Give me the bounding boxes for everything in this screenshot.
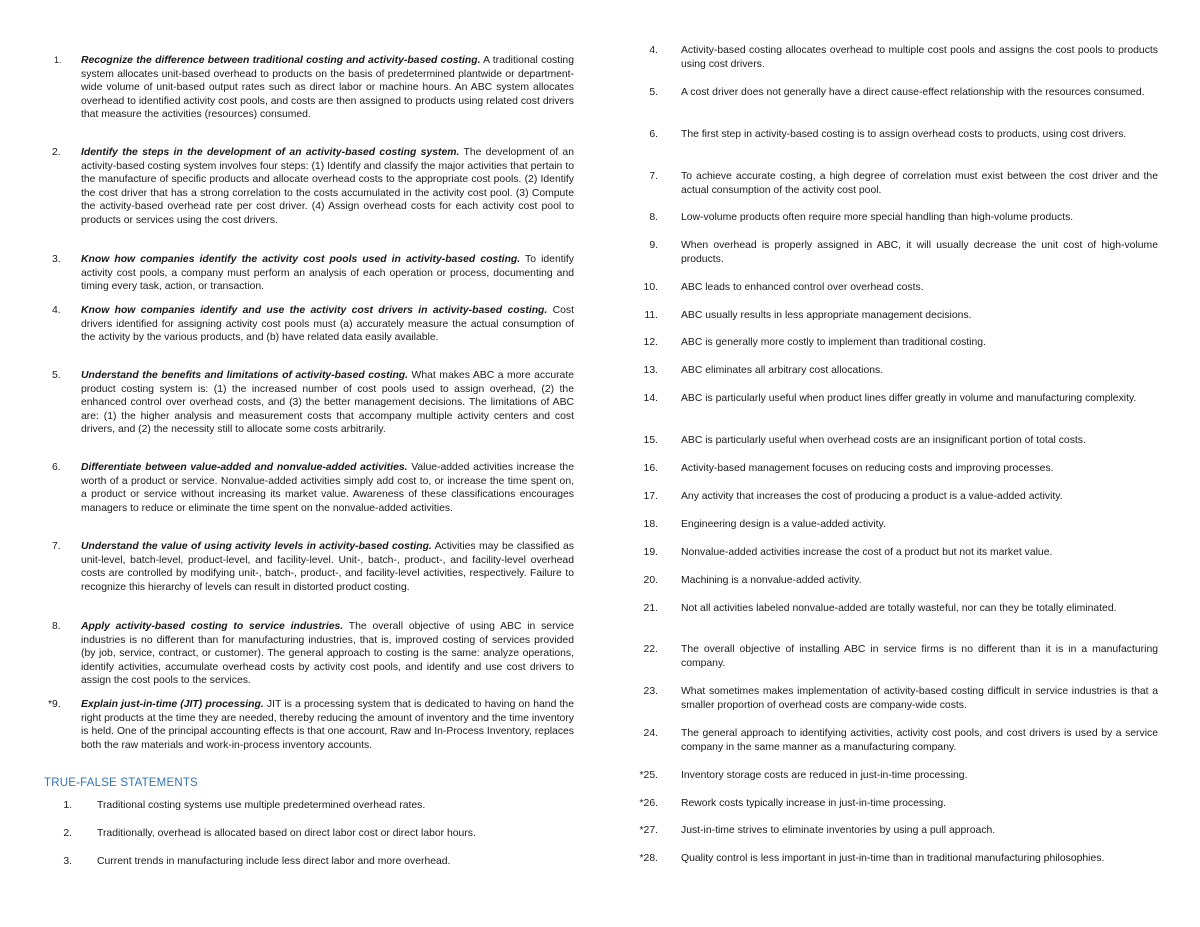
tf-item [628, 239, 1158, 266]
objective-body: Activities may be classified as unit-level, batch-level, product-level, and facility-level. Unit-, batch-, product-, and facility-level overhead costs are controlled by modifying unit-, batch-, product-, and facility-level activities, respectively. Failure to recognize this hierarchy of levels can result in distorted product costing. [81, 541, 574, 593]
item-text [81, 253, 574, 294]
item-number: 5. [649, 87, 658, 98]
tf-item [628, 392, 1158, 406]
item-number: 10. [643, 282, 658, 293]
item-text: ABC is particularly useful when overhead costs are an insignificant portion of total costs. [681, 435, 1086, 446]
item-text: Current trends in manufacturing include less direct labor and more overhead. [97, 856, 451, 867]
tf-item [628, 434, 1158, 448]
item-number: 3. [63, 856, 72, 867]
item-text: Traditional costing systems use multiple predetermined overhead rates. [97, 800, 426, 811]
objective-item [44, 369, 574, 437]
item-text: Just-in-time strives to eliminate inventories by using a pull approach. [681, 825, 996, 836]
tf-item [628, 170, 1158, 197]
item-text: Low-volume products often require more special handling than high-volume products. [681, 212, 1074, 223]
objective-item [44, 461, 574, 515]
item-text [81, 620, 574, 688]
item-text: Not all activities labeled nonvalue-added are totally wasteful, nor can they be totally eliminated. [681, 603, 1117, 614]
tf-item [44, 827, 574, 841]
item-number: 7. [649, 171, 658, 182]
objective-item [44, 146, 574, 228]
item-text: ABC is generally more costly to implement than traditional costing. [681, 337, 986, 348]
item-number: 24. [643, 728, 658, 739]
item-number: *26. [639, 798, 658, 809]
tf-item [628, 336, 1158, 350]
item-number: *28. [639, 853, 658, 864]
objective-item [44, 540, 574, 594]
item-text: The general approach to identifying activities, activity cost pools, and cost drivers is used by a service company in the same manner as a manufacturing company. [681, 728, 1158, 753]
item-number: 21. [643, 603, 658, 614]
item-number: *25. [639, 770, 658, 781]
item-text: Rework costs typically increase in just-in-time processing. [681, 798, 947, 809]
objective-body: What makes ABC a more accurate product costing system is: (1) the increased number of cost pools used to assign overhead, (2) the enhanced control over overhead costs, and (3) the better management decisions. The limitations of ABC are: (1) the higher analysis and measurement costs that accompany multiple activity centers and cost drivers, and (2) the necessity still to allocate some costs arbitrarily. [81, 370, 575, 436]
tf-item [628, 852, 1158, 866]
item-text: Quality control is less important in just-in-time than in traditional manufacturing philosophies. [681, 853, 1105, 864]
tf-item [628, 211, 1158, 225]
tf-item [628, 490, 1158, 504]
tf-item [628, 546, 1158, 560]
item-number: 5. [52, 370, 61, 381]
item-text: Nonvalue-added activities increase the cost of a product but not its market value. [681, 547, 1053, 558]
objective-body: To identify activity cost pools, a company must perform an analysis of each operation or process, documenting and timing every task, action, or transaction. [81, 254, 575, 293]
true-false-heading: TRUE-FALSE STATEMENTS [44, 777, 198, 789]
tf-item [628, 44, 1158, 71]
item-text: Engineering design is a value-added activity. [681, 519, 886, 530]
item-number: 11. [644, 310, 658, 321]
item-text [81, 461, 574, 515]
item-number: *9. [48, 699, 61, 710]
item-text: ABC is particularly useful when product lines differ greatly in volume and manufacturing complexity. [681, 393, 1137, 404]
item-number: 17. [643, 491, 658, 502]
item-text: Traditionally, overhead is allocated based on direct labor cost or direct labor hours. [97, 828, 476, 839]
item-number: 9. [649, 240, 658, 251]
item-text [81, 146, 574, 228]
tf-item [628, 128, 1158, 142]
item-number: 1. [54, 55, 62, 65]
objective-title: Explain just-in-time (JIT) processing. [81, 699, 264, 710]
item-text: Activity-based costing allocates overhead to multiple cost pools and assigns the cost pools to products using cost drivers. [681, 45, 1158, 70]
item-number: 8. [649, 212, 658, 223]
item-number: 15. [643, 435, 658, 446]
item-text [81, 698, 574, 752]
item-text: Inventory storage costs are reduced in just-in-time processing. [681, 770, 968, 781]
item-number: 23. [643, 686, 658, 697]
item-number: 6. [649, 129, 658, 140]
tf-item [628, 769, 1158, 783]
objective-item [44, 253, 574, 294]
item-text: A cost driver does not generally have a direct cause-effect relationship with the resources consumed. [681, 87, 1145, 98]
item-number: 19. [643, 547, 658, 558]
objective-item [44, 304, 574, 345]
tf-item [628, 309, 1158, 323]
tf-item [628, 574, 1158, 588]
item-number: 18. [643, 519, 658, 530]
objective-title: Know how companies identify the activity cost pools used in activity-based costing. [81, 254, 521, 265]
item-number: 12. [643, 337, 658, 348]
objective-item [44, 698, 574, 752]
tf-item [628, 518, 1158, 532]
item-text: When overhead is properly assigned in ABC, it will usually decrease the unit cost of high-volume products. [681, 240, 1158, 265]
objective-title: Apply activity-based costing to service industries. [81, 621, 344, 632]
tf-item [628, 462, 1158, 476]
tf-item [628, 727, 1158, 754]
item-number: 4. [52, 305, 61, 316]
tf-item [44, 855, 574, 869]
item-number: 2. [52, 147, 61, 158]
objective-body: The overall objective of using ABC in service industries is no different than for manufacturing industries, that is, improved costing of services provided (by job, service, contract, or customer). The general approach to costing is the same: analyze operations, identify activities, accumulate overhead costs by activity cost pools, and identify and use cost drivers to assign the cost pools to the services. [81, 621, 575, 687]
item-number: 22. [643, 644, 658, 655]
item-number: 8. [52, 621, 61, 632]
objective-body: The development of an activity-based costing system involves four steps: (1) Identify and classify the major activities that pertain to the manufacture of specific products and allocate overhead costs to the appropriate cost pools. (2) Identify the cost driver that has a strong correlation to the costs accumulated in the activity cost pool. (3) Compute the activity-based overhead rate per cost driver. (4) Assign overhead costs for each activity cost pool to products or services using the cost drivers. [81, 147, 574, 226]
objective-title: Recognize the difference between traditional costing and activity-based costing. [81, 55, 481, 66]
item-text: The first step in activity-based costing is to assign overhead costs to products, using cost drivers. [681, 129, 1127, 140]
tf-item [628, 643, 1158, 670]
item-number: 20. [643, 575, 658, 586]
objective-item [44, 54, 574, 122]
item-number: 13. [643, 365, 658, 376]
item-text [81, 540, 574, 594]
tf-item [44, 799, 574, 813]
item-text: Machining is a nonvalue-added activity. [681, 575, 862, 586]
item-text: Activity-based management focuses on reducing costs and improving processes. [681, 463, 1054, 474]
objective-body: Cost drivers identified for assigning activity cost pools must (a) accurately measure the actual consumption of the activity by the various products, and (b) have related data easily available. [81, 305, 574, 344]
objective-title: Understand the value of using activity levels in activity-based costing. [81, 541, 432, 552]
item-number: 7. [52, 541, 61, 552]
item-text: Any activity that increases the cost of producing a product is a value-added activity. [681, 491, 1063, 502]
objective-title: Differentiate between value-added and nonvalue-added activities. [81, 462, 408, 473]
item-text [81, 54, 574, 122]
item-number: 6. [52, 462, 61, 473]
item-number: 3. [52, 254, 61, 265]
tf-item [628, 685, 1158, 712]
objective-title: Understand the benefits and limitations of activity-based costing. [81, 370, 409, 381]
item-text: ABC eliminates all arbitrary cost allocations. [681, 365, 884, 376]
item-text: ABC usually results in less appropriate management decisions. [681, 310, 972, 321]
tf-item [628, 86, 1158, 100]
objective-item [44, 620, 574, 688]
item-number: 14. [643, 393, 658, 404]
item-text: The overall objective of installing ABC in service firms is no different than it is in a manufacturing company. [681, 644, 1158, 669]
item-number: 4. [649, 45, 658, 56]
item-number: *27. [639, 825, 658, 836]
item-text: To achieve accurate costing, a high degree of correlation must exist between the cost driver and the actual consumption of the activity cost pool. [681, 171, 1158, 196]
item-number: 2. [63, 828, 72, 839]
objective-body: Value-added activities increase the worth of a product or service. Nonvalue-added activities simply add cost to, or increase the time spent on, a product or service without increasing its market value. Awareness of these classifications encourages managers to reduce or eliminate the time spent on the nonvalue-added activities. [81, 462, 574, 514]
item-number: 16. [643, 463, 658, 474]
item-text: What sometimes makes implementation of activity-based costing difficult in service industries is that a smaller proportion of overhead costs are company-wide costs. [681, 686, 1158, 711]
objective-body: JIT is a processing system that is dedicated to having on hand the right products at the time they are needed, thereby reducing the amount of inventory and the time inventory is held. One of the principal accounting effects is that one account, Raw and In-Process Inventory, replaces both the raw materials and work-in-process inventory accounts. [81, 699, 574, 751]
objective-body: A traditional costing system allocates unit-based overhead to products on the basis of predetermined plantwide or department-wide volume of unit-based output rates such as direct labor or machine hours. An ABC system allocates overhead to identified activity cost pools, and costs are then assigned to products using related cost drivers that measure the activities (resources) consumed. [81, 55, 574, 121]
objective-title: Know how companies identify and use the activity cost drivers in activity-based costing. [81, 305, 548, 316]
tf-item [628, 824, 1158, 838]
objective-title: Identify the steps in the development of an activity-based costing system. [81, 147, 460, 158]
item-number: 1. [63, 800, 72, 811]
item-text [81, 369, 574, 437]
tf-item [628, 281, 1158, 295]
tf-item [628, 364, 1158, 378]
tf-item [628, 602, 1158, 616]
item-text [81, 304, 574, 345]
tf-item [628, 797, 1158, 811]
item-text: ABC leads to enhanced control over overhead costs. [681, 282, 924, 293]
